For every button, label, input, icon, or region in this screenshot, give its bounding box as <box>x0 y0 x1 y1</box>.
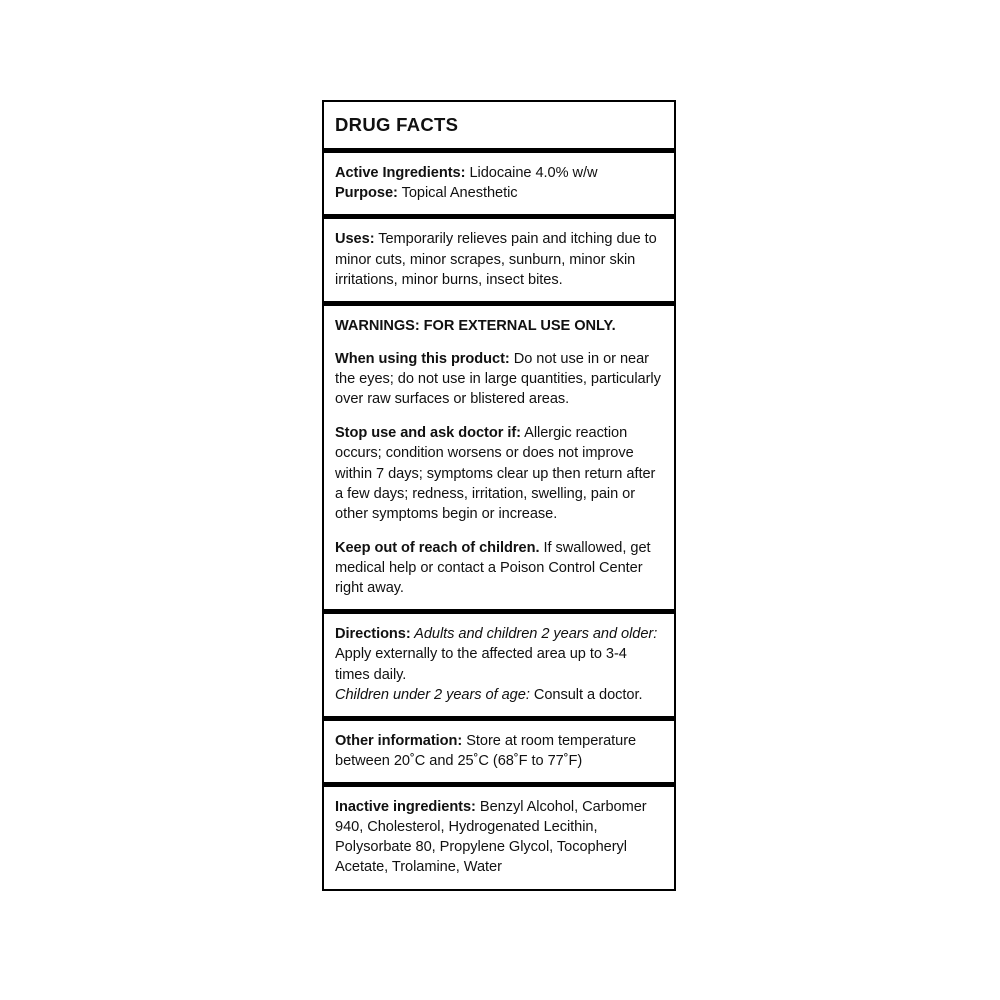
active-ingredients-label: Active Ingredients: <box>335 165 466 182</box>
when-using-label: When using this product: <box>335 350 510 367</box>
keep-out-value: If swallowed, get medical help or contact a Poison Control Center right away. <box>335 539 651 597</box>
warnings-section <box>324 301 674 610</box>
inactive-ingredients-line <box>335 797 663 878</box>
uses-value: Temporarily relieves pain and itching due to minor cuts, minor scrapes, sunburn, minor skin irritations, minor burns, insect bites. <box>335 231 657 288</box>
when-using-value: Do not use in or near the eyes; do not use in large quantities, particularly over raw surfaces or blistered areas. <box>335 350 661 408</box>
directions-adults-line <box>335 624 663 684</box>
directions-adults-value: Apply externally to the affected area up to 3-4 times daily. <box>335 646 627 683</box>
other-information-section <box>324 716 674 782</box>
warnings-heading: WARNINGS: FOR EXTERNAL USE ONLY. <box>335 317 616 334</box>
when-using-paragraph <box>335 349 663 409</box>
panel-title: DRUG FACTS <box>335 114 459 135</box>
uses-label: Uses: <box>335 231 375 248</box>
directions-label: Directions: <box>335 626 411 643</box>
purpose-line <box>335 183 663 203</box>
stop-use-value: Allergic reaction occurs; condition worsens or does not improve within 7 days; symptoms clear up then return after a few days; redness, irritation, swelling, pain or other symptoms begin or increase. <box>335 425 656 522</box>
directions-children-line <box>335 685 663 705</box>
other-information-line <box>335 731 663 771</box>
other-information-value: Store at room temperature between 20˚C and 25˚C (68˚F to 77˚F) <box>335 732 637 769</box>
keep-out-of-reach-paragraph <box>335 538 663 598</box>
stop-use-paragraph <box>335 423 663 524</box>
uses-line <box>335 229 663 289</box>
keep-out-label: Keep out of reach of children. <box>335 539 540 556</box>
directions-children-italic: Children under 2 years of age: <box>335 686 530 703</box>
directions-section <box>324 609 674 716</box>
active-ingredients-value: Lidocaine 4.0% w/w <box>465 165 598 182</box>
inactive-ingredients-label: Inactive ingredients: <box>335 799 476 816</box>
directions-children-value: Consult a doctor. <box>529 686 643 703</box>
inactive-ingredients-value: Benzyl Alcohol, Carbomer 940, Cholesterol, Hydrogenated Lecithin, Polysorbate 80, Propylene Glycol, Tocopheryl Acetate, Trolamine, Water <box>335 799 647 876</box>
uses-section <box>324 214 674 300</box>
stop-use-label: Stop use and ask doctor if: <box>335 425 521 442</box>
drug-facts-panel <box>322 100 676 891</box>
other-information-label: Other information: <box>335 732 463 749</box>
active-ingredients-line <box>335 163 663 183</box>
directions-adults-italic: Adults and children 2 years and older: <box>410 626 658 643</box>
active-ingredients-section <box>324 148 674 214</box>
purpose-value: Topical Anesthetic <box>397 185 518 202</box>
purpose-label: Purpose: <box>335 185 398 202</box>
inactive-ingredients-section <box>324 782 674 889</box>
